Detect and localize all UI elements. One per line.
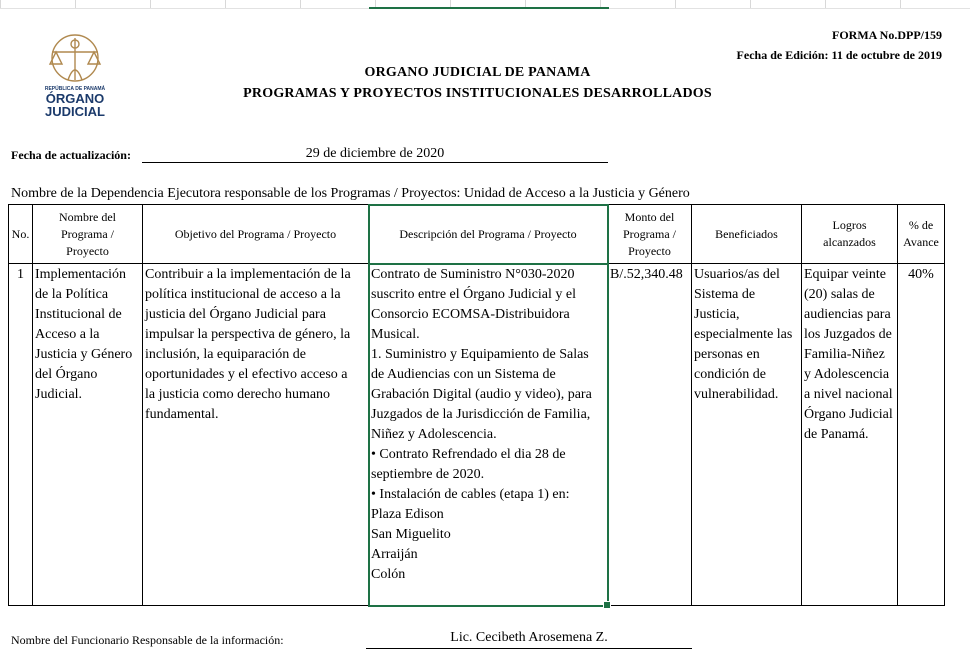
cell-line: impulsar la perspectiva de género, la — [145, 327, 351, 342]
cell-line: Institucional de — [35, 307, 122, 322]
cell-line: y Adolescencia — [804, 367, 890, 382]
header-no[interactable]: No. — [9, 205, 33, 264]
cell-line: Implementación — [35, 267, 126, 282]
logo-line2: JUDICIAL — [45, 104, 105, 119]
header-monto-line: Proyecto — [628, 243, 671, 258]
document-subtitle: PROGRAMAS Y PROYECTOS INSTITUCIONALES DESARROLLADOS — [243, 86, 712, 101]
cell-line: Familia-Niñez — [804, 347, 885, 362]
update-date-value[interactable]: 29 de diciembre de 2020 — [305, 146, 445, 161]
official-name-label: Nombre del Funcionario Responsable de la información: — [11, 633, 284, 647]
spreadsheet-grid-strip — [0, 0, 970, 9]
cell-line: Niñez y Adolescencia. — [371, 427, 497, 442]
cell-line: (20) salas de — [804, 287, 875, 302]
header-objetivo[interactable]: Objetivo del Programa / Proyecto — [143, 205, 369, 264]
header-monto-line: Programa / — [623, 226, 676, 241]
header-avance-line: Avance — [903, 235, 939, 249]
fill-handle[interactable] — [603, 601, 611, 609]
cell-line: Acceso a la — [35, 327, 100, 342]
header-monto[interactable] — [608, 205, 692, 264]
cell-line: de la Política — [35, 287, 109, 302]
cell-objetivo[interactable] — [143, 264, 369, 606]
logo-top-text: REPÚBLICA DE PANAMÁ — [44, 86, 106, 92]
cell-line: Justicia y Género — [35, 347, 133, 362]
header-nombre[interactable] — [33, 205, 143, 264]
cell-line: personas en — [694, 347, 760, 362]
cell-line: Plaza Edison — [371, 507, 444, 522]
header-logros-line: Logros — [832, 218, 867, 232]
cell-line: especialmente las — [694, 327, 793, 342]
header-nombre-line: Programa / — [61, 226, 114, 241]
cell-line: Usuarios/as del — [694, 267, 780, 282]
table-header-row — [9, 205, 945, 264]
official-name-underline — [366, 648, 692, 649]
cell-line: vulnerabilidad. — [694, 387, 779, 402]
cell-line: Juzgados de la Jurisdicción de Familia, — [371, 407, 591, 422]
executing-unit-line: Nombre de la Dependencia Ejecutora responsable de los Programas / Proyectos: Unidad de Acceso a la Justicia y Género — [11, 186, 690, 201]
cell-line: política institucional de acceso a la — [145, 287, 341, 302]
cell-line: • Instalación de cables (etapa 1) en: — [371, 487, 570, 502]
form-number: FORMA No.DPP/159 — [832, 28, 942, 42]
cell-line: la justicia como derecho humano — [145, 387, 331, 402]
cell-line: los Juzgados de — [804, 327, 892, 342]
logo-line1: ÓRGANO — [45, 91, 105, 106]
cell-line: oportunidades y el efectivo acceso a — [145, 367, 348, 382]
cell-no[interactable]: 1 — [9, 264, 33, 606]
official-name-value[interactable]: Lic. Cecibeth Arosemena Z. — [450, 630, 608, 645]
header-logros[interactable] — [802, 205, 898, 264]
cell-line: fundamental. — [145, 407, 219, 422]
cell-line: Equipar veinte — [804, 267, 887, 282]
cell-avance[interactable]: 40% — [898, 264, 945, 606]
update-date-underline — [142, 162, 608, 163]
cell-beneficiados[interactable] — [692, 264, 802, 606]
cell-line: justicia del Órgano Judicial para — [145, 307, 326, 322]
cell-line: San Miguelito — [371, 527, 451, 542]
cell-line: Contribuir a la implementación de la — [145, 267, 351, 282]
cell-line: Sistema de — [694, 287, 756, 302]
cell-descripcion[interactable] — [369, 264, 608, 606]
header-beneficiados[interactable]: Beneficiados — [692, 205, 802, 264]
header-logros-line: alcanzados — [823, 235, 876, 249]
edition-date: Fecha de Edición: 11 de octubre de 2019 — [736, 48, 942, 62]
header-descripcion[interactable]: Descripción del Programa / Proyecto — [369, 205, 608, 264]
cell-line: Grabación Digital (audio y video), para — [371, 387, 592, 402]
cell-line: a nivel nacional — [804, 387, 893, 402]
cell-nombre[interactable] — [33, 264, 143, 606]
selected-column-indicator — [369, 0, 609, 9]
header-nombre-line: Proyecto — [66, 243, 109, 258]
cell-line: Arraiján — [371, 547, 418, 562]
cell-line: septiembre de 2020. — [371, 467, 485, 482]
programs-table — [8, 204, 945, 606]
cell-line: Órgano Judicial — [804, 407, 893, 422]
cell-line: Justicia, — [694, 307, 740, 322]
cell-line: Consorcio ECOMSA-Distribuidora — [371, 307, 570, 322]
table-row — [9, 264, 945, 606]
cell-line: Musical. — [371, 327, 420, 342]
cell-line: Colón — [371, 567, 406, 582]
cell-line: Judicial. — [35, 387, 83, 402]
cell-line: • Contrato Refrendado el dia 28 de — [371, 447, 566, 462]
header-avance-line: % de — [908, 218, 934, 232]
header-avance[interactable] — [898, 205, 945, 264]
cell-line: suscrito entre el Órgano Judicial y el — [371, 287, 577, 302]
cell-line: inclusión, la equiparación de — [145, 347, 306, 362]
cell-line: de Audiencias con un Sistema de — [371, 367, 556, 382]
cell-line: Contrato de Suministro N°030-2020 — [371, 267, 575, 282]
header-monto-line: Monto del — [624, 209, 675, 224]
document-title: ORGANO JUDICIAL DE PANAMA — [364, 65, 591, 80]
cell-line: de Panamá. — [804, 427, 869, 442]
cell-logros[interactable] — [802, 264, 898, 606]
header-nombre-line: Nombre del — [59, 209, 116, 224]
cell-line: condición de — [694, 367, 766, 382]
cell-line: audiencias para — [804, 307, 891, 322]
cell-monto[interactable]: B/.52,340.48 — [608, 264, 692, 606]
cell-line: 1. Suministro y Equipamiento de Salas — [371, 347, 589, 362]
update-date-label: Fecha de actualización: — [11, 148, 131, 162]
cell-line: del Órgano — [35, 367, 98, 382]
